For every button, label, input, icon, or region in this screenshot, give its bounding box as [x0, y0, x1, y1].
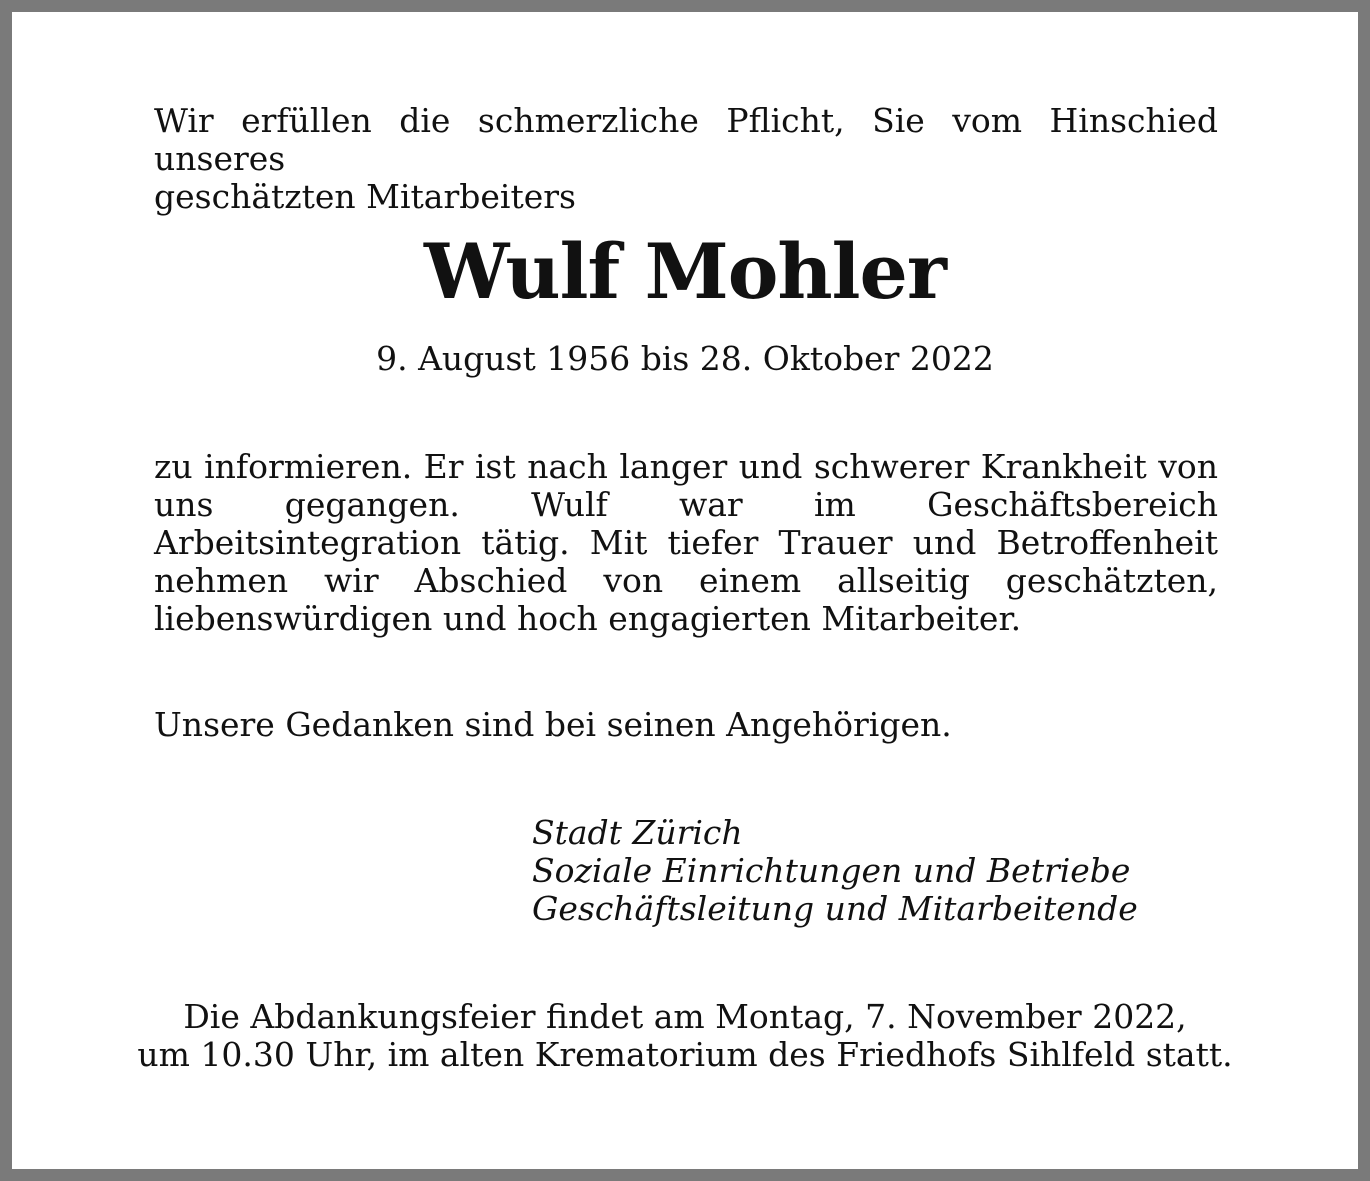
intro-paragraph [154, 102, 1218, 216]
body-paragraph: zu informieren. Er ist nach langer und schwerer Krankheit von uns gegangen. Wulf war im Geschäftsbereich Arbeitsintegration tätig. Mit tiefer Trauer und Betroffenheit nehmen wir Abschied von einem allseitig geschätzten, liebenswürdigen und hoch engagierten Mitarbeiter. [154, 447, 1218, 638]
life-dates: 9. August 1956 bis 28. Oktober 2022 [376, 339, 994, 378]
intro-line-2: geschätzten Mitarbeiters [154, 177, 576, 216]
intro-line-1: Wir erfüllen die schmerzliche Pflicht, Sie vom Hinschied unseres [154, 101, 1218, 178]
ceremony-line-2: um 10.30 Uhr, im alten Krematorium des Friedhofs Sihlfeld statt. [137, 1035, 1233, 1074]
signature-block [532, 814, 1232, 928]
obituary-notice [12, 12, 1358, 1169]
deceased-name: Wulf Mohler [424, 227, 946, 316]
signature-line-3: Geschäftsleitung und Mitarbeitende [532, 889, 1138, 928]
ceremony-info [12, 998, 1358, 1074]
signature-line-1: Stadt Zürich [532, 813, 743, 852]
ceremony-line-1: Die Abdankungsfeier findet am Montag, 7. November 2022, [183, 997, 1187, 1036]
signature-line-2: Soziale Einrichtungen und Betriebe [532, 851, 1131, 890]
thoughts-line: Unsere Gedanken sind bei seinen Angehörigen. [154, 705, 952, 744]
